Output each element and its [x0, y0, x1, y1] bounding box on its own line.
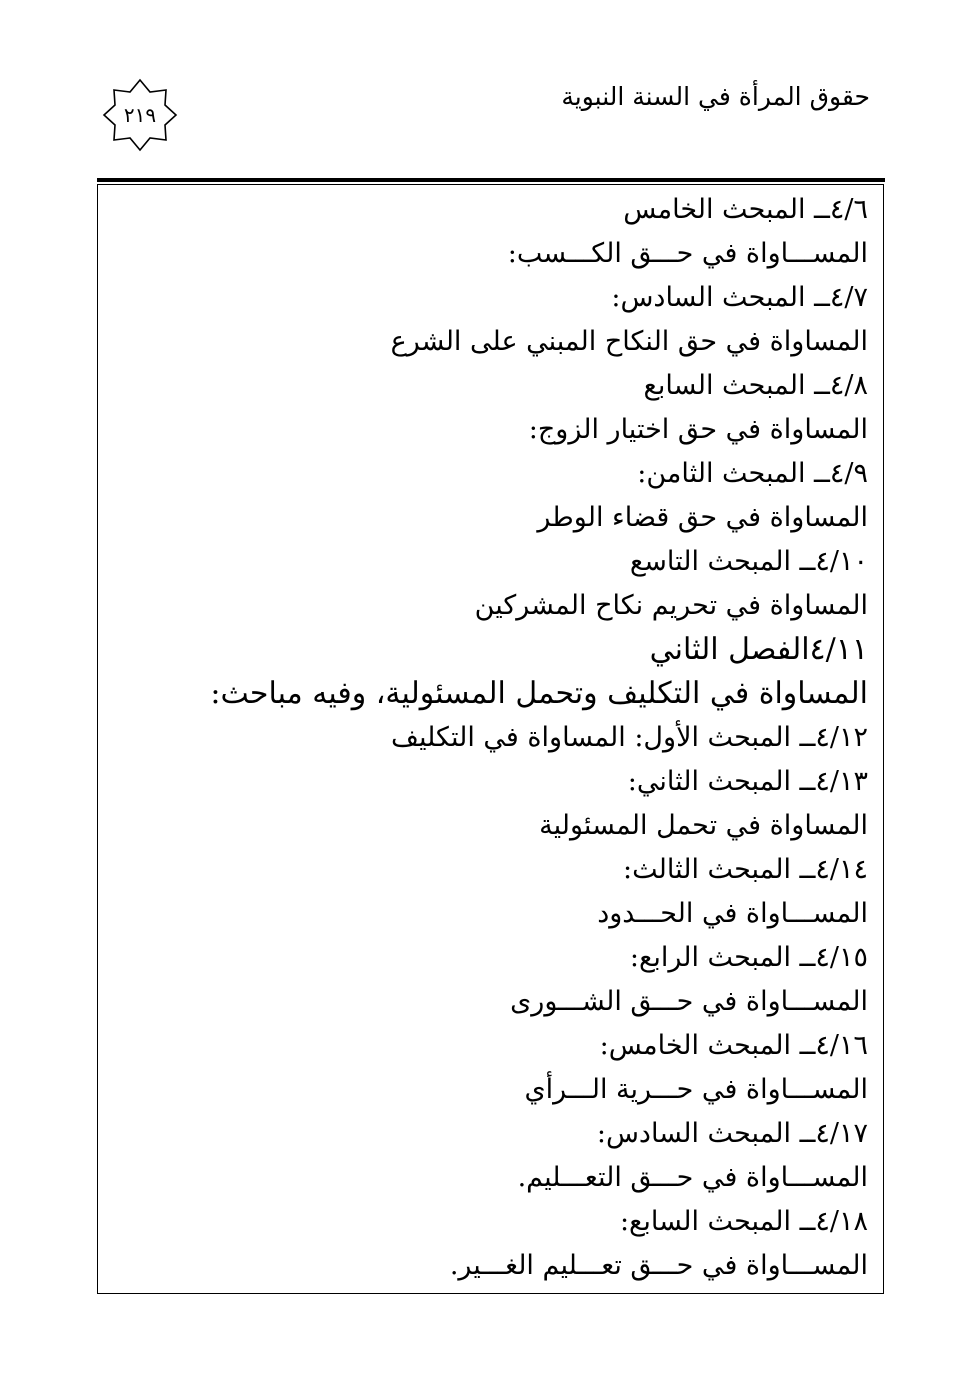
contents-line: ٤/١٤ــ المبحث الثالث:	[623, 854, 868, 885]
header-rule	[97, 178, 885, 182]
contents-line: ٤/١٣ــ المبحث الثاني:	[627, 766, 868, 797]
contents-line: المساواة في التكليف وتحمل المسئولية، وفيه مباحث:	[210, 676, 868, 711]
book-title: حقوق المرأة في السنة النبوية	[561, 82, 870, 111]
contents-line: المســـاواة في حـــق الكـــسب:	[507, 238, 868, 269]
contents-line: ٤/١٢ــ المبحث الأول: المساواة في التكليف	[391, 722, 868, 753]
contents-line: ٤/١٦ــ المبحث الخامس:	[599, 1030, 868, 1061]
page-number: ٢١٩	[123, 103, 157, 127]
contents-line: ٤/١٥ــ المبحث الرابع:	[629, 942, 868, 973]
contents-line: المساواة في تحريم نكاح المشركين	[474, 590, 868, 621]
contents-line: ٤/١١الفصل الثاني	[649, 632, 868, 667]
contents-line: المســـاواة في حـــق التعـــليم.	[517, 1162, 868, 1193]
contents-line: ٤/٨ــ المبحث السابع	[643, 370, 868, 401]
contents-line: المساواة في حق النكاح المبني على الشرع	[390, 326, 868, 357]
contents-line: المســـاواة في الحـــدود	[597, 898, 868, 929]
contents-line: ٤/١٠ــ المبحث التاسع	[629, 546, 868, 577]
contents-list	[108, 188, 868, 1288]
contents-line: المســـاواة في حـــرية الـــرأي	[524, 1074, 868, 1105]
contents-line: المساواة في تحمل المسئولية	[539, 810, 868, 841]
page-number-badge	[102, 78, 178, 152]
contents-line: ٤/٧ــ المبحث السادس:	[611, 282, 868, 313]
contents-line: ٤/٦ــ المبحث الخامس	[623, 194, 868, 225]
contents-line: المســـاواة في حـــق تعـــليم الغـــير.	[449, 1250, 868, 1281]
contents-line: المساواة في حق اختيار الزوج:	[528, 414, 868, 445]
contents-line: المساواة في حق قضاء الوطر	[537, 502, 868, 533]
contents-line: ٤/١٧ــ المبحث السادس:	[596, 1118, 868, 1149]
contents-line: ٤/٩ــ المبحث الثامن:	[637, 458, 868, 489]
contents-line: المســـاواة في حـــق الشـــورى	[510, 986, 868, 1017]
contents-line: ٤/١٨ــ المبحث السابع:	[619, 1206, 868, 1237]
